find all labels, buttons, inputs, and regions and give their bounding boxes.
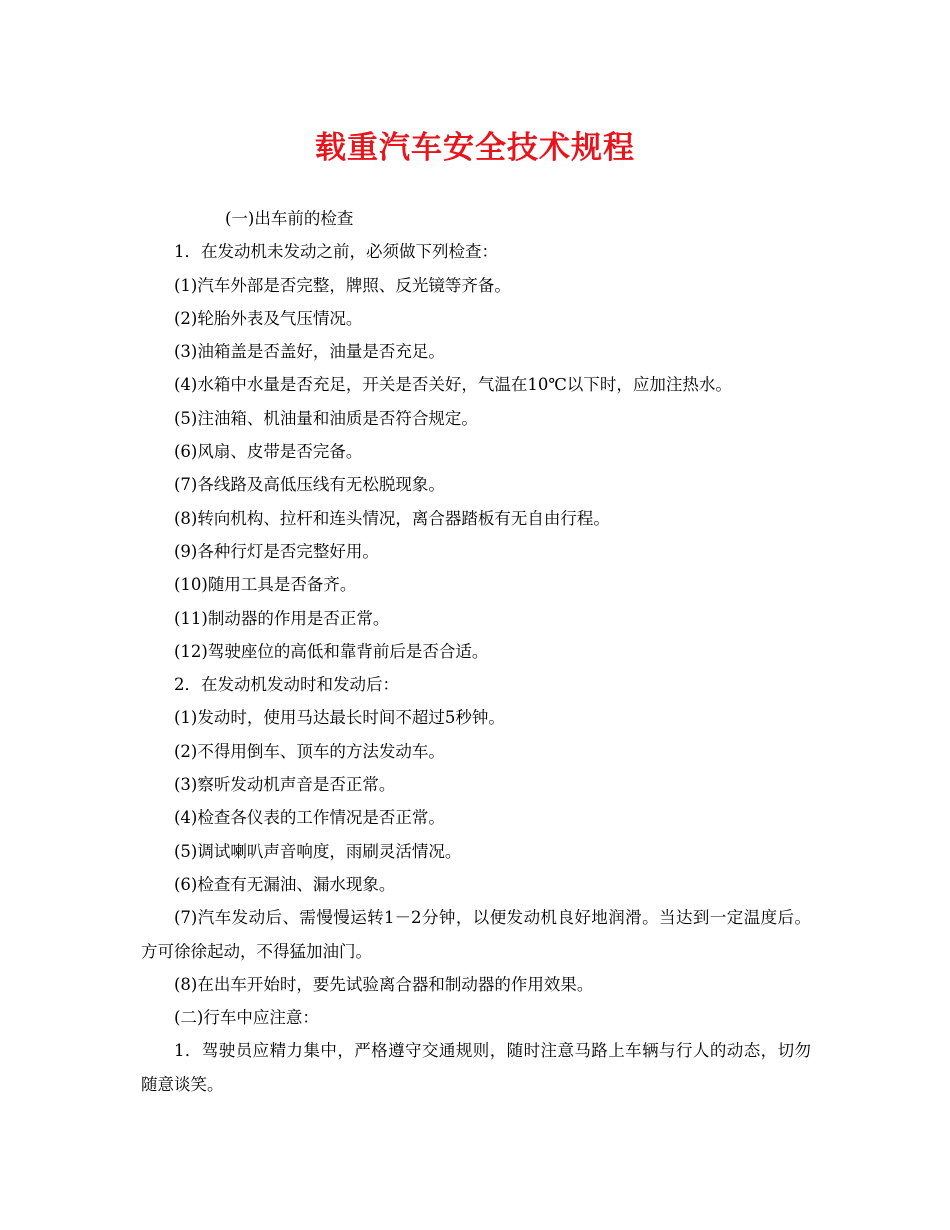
list-item: (1)汽车外部是否完整，牌照、反光镜等齐备。 xyxy=(174,275,511,295)
section-heading: (二)行车中应注意： xyxy=(174,1008,319,1028)
list-item: (8)在出车开始时，要先试验离合器和制动器的作用效果。 xyxy=(174,974,594,994)
list-item: (4)水箱中水量是否充足，开关是否关好，气温在10℃以下时，应加注热水。 xyxy=(174,375,732,395)
section-heading: (一)出车前的检查 xyxy=(225,209,354,228)
list-item: (11)制动器的作用是否正常。 xyxy=(174,608,390,628)
list-item: (9)各种行灯是否完整好用。 xyxy=(174,541,379,561)
list-item: (8)转向机构、拉杆和连头情况，离合器踏板有无自由行程。 xyxy=(174,508,610,528)
list-item: (6)风扇、皮带是否完备。 xyxy=(174,442,363,462)
list-item: (2)不得用倒车、顶车的方法发动车。 xyxy=(174,741,445,761)
list-item: 2．在发动机发动时和发动后： xyxy=(174,675,399,695)
list-item: (7)各线路及高低压线有无松脱现象。 xyxy=(174,475,445,495)
list-item: (7)汽车发动后、需慢慢运转1－2分钟，以便发动机良好地润滑。当达到一定温度后。方可徐徐起动，不得猛加油门。 xyxy=(141,908,811,961)
list-item: 1．驾驶员应精力集中，严格遵守交通规则，随时注意马路上车辆与行人的动态，切勿随意谈笑。 xyxy=(141,1041,811,1094)
document-title: 载重汽车安全技术规程 xyxy=(315,130,635,166)
list-item: (3)油箱盖是否盖好，油量是否充足。 xyxy=(174,342,445,362)
list-item: (6)检查有无漏油、漏水现象。 xyxy=(174,874,396,894)
list-item: (12)驾驶座位的高低和靠背前后是否合适。 xyxy=(174,641,489,661)
list-item: (1)发动时，使用马达最长时间不超过5秒钟。 xyxy=(174,708,505,728)
list-item: (5)注油箱、机油量和油质是否符合规定。 xyxy=(174,408,478,428)
list-item: (10)随用工具是否备齐。 xyxy=(174,575,357,595)
document-body xyxy=(141,202,811,1101)
list-item: (4)检查各仪表的工作情况是否正常。 xyxy=(174,808,445,828)
list-item: 1．在发动机未发动之前，必须做下列检查： xyxy=(174,242,498,262)
list-item: (3)察听发动机声音是否正常。 xyxy=(174,775,396,795)
list-item: (2)轮胎外表及气压情况。 xyxy=(174,308,363,328)
list-item: (5)调试喇叭声音响度，雨刷灵活情况。 xyxy=(174,841,462,861)
